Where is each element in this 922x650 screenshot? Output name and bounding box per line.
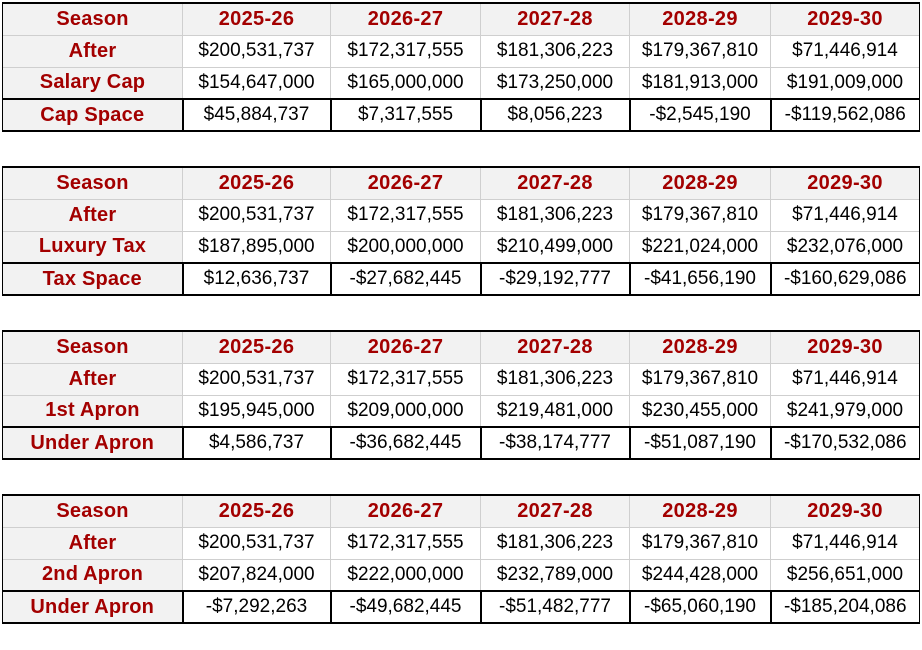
table-cell: $179,367,810 xyxy=(630,527,771,559)
row-label-under-apron: Under Apron xyxy=(3,591,183,623)
season-2029-30: 2029-30 xyxy=(771,167,920,199)
table-cell: $256,651,000 xyxy=(771,559,920,591)
luxury-tax-row xyxy=(3,231,920,263)
cap-tables-container xyxy=(2,2,919,624)
table-cell: $210,499,000 xyxy=(481,231,630,263)
table-cell: $181,306,223 xyxy=(481,199,630,231)
first-apron-row xyxy=(3,395,920,427)
table-cell: $200,531,737 xyxy=(183,199,331,231)
table-cell: -$41,656,190 xyxy=(630,263,771,295)
season-2025-26: 2025-26 xyxy=(183,167,331,199)
season-header-label: Season xyxy=(3,167,183,199)
tax-space-row xyxy=(3,263,920,295)
season-2026-27: 2026-27 xyxy=(331,331,481,363)
season-2027-28: 2027-28 xyxy=(481,331,630,363)
table-cell: $173,250,000 xyxy=(481,67,630,99)
season-2026-27: 2026-27 xyxy=(331,3,481,35)
table-cell: $71,446,914 xyxy=(771,35,920,67)
table-cell: $187,895,000 xyxy=(183,231,331,263)
table-cell: -$185,204,086 xyxy=(771,591,920,623)
row-label-salary-cap: Salary Cap xyxy=(3,67,183,99)
season-header-label: Season xyxy=(3,3,183,35)
table-cell: $200,000,000 xyxy=(331,231,481,263)
table-cell: -$51,482,777 xyxy=(481,591,630,623)
first-apron-table xyxy=(2,330,920,460)
table-cell: $181,306,223 xyxy=(481,527,630,559)
season-2027-28: 2027-28 xyxy=(481,3,630,35)
season-2025-26: 2025-26 xyxy=(183,3,331,35)
season-2025-26: 2025-26 xyxy=(183,495,331,527)
row-label-second-apron: 2nd Apron xyxy=(3,559,183,591)
salary-cap-row xyxy=(3,67,920,99)
table-cell: $179,367,810 xyxy=(630,199,771,231)
table-cell: $172,317,555 xyxy=(331,363,481,395)
row-label-after: After xyxy=(3,363,183,395)
second-apron-table xyxy=(2,494,920,624)
cap-space-row xyxy=(3,99,920,131)
table-cell: $219,481,000 xyxy=(481,395,630,427)
table-cell: $45,884,737 xyxy=(183,99,331,131)
table-cell: -$51,087,190 xyxy=(630,427,771,459)
row-label-first-apron: 1st Apron xyxy=(3,395,183,427)
table-cell: $241,979,000 xyxy=(771,395,920,427)
table-cell: $165,000,000 xyxy=(331,67,481,99)
after-row xyxy=(3,527,920,559)
season-header-row xyxy=(3,167,920,199)
season-2028-29: 2028-29 xyxy=(630,495,771,527)
second-apron-row xyxy=(3,559,920,591)
row-label-after: After xyxy=(3,527,183,559)
season-2028-29: 2028-29 xyxy=(630,167,771,199)
row-label-luxury-tax: Luxury Tax xyxy=(3,231,183,263)
season-2028-29: 2028-29 xyxy=(630,3,771,35)
table-cell: -$29,192,777 xyxy=(481,263,630,295)
table-cell: $209,000,000 xyxy=(331,395,481,427)
table-cell: -$49,682,445 xyxy=(331,591,481,623)
season-2028-29: 2028-29 xyxy=(630,331,771,363)
table-cell: $181,913,000 xyxy=(630,67,771,99)
season-header-label: Season xyxy=(3,495,183,527)
table-cell: -$7,292,263 xyxy=(183,591,331,623)
table-cell: $207,824,000 xyxy=(183,559,331,591)
table-cell: $195,945,000 xyxy=(183,395,331,427)
table-cell: $179,367,810 xyxy=(630,35,771,67)
season-2029-30: 2029-30 xyxy=(771,495,920,527)
table-cell: -$36,682,445 xyxy=(331,427,481,459)
table-cell: $232,789,000 xyxy=(481,559,630,591)
season-2026-27: 2026-27 xyxy=(331,495,481,527)
season-2027-28: 2027-28 xyxy=(481,167,630,199)
table-cell: -$27,682,445 xyxy=(331,263,481,295)
row-label-after: After xyxy=(3,199,183,231)
luxury-tax-table xyxy=(2,166,920,296)
table-cell: $71,446,914 xyxy=(771,527,920,559)
table-cell: $200,531,737 xyxy=(183,527,331,559)
season-header-label: Season xyxy=(3,331,183,363)
salary-cap-table xyxy=(2,2,920,132)
table-cell: $4,586,737 xyxy=(183,427,331,459)
row-label-under-apron: Under Apron xyxy=(3,427,183,459)
table-cell: -$2,545,190 xyxy=(630,99,771,131)
row-label-cap-space: Cap Space xyxy=(3,99,183,131)
table-cell: $200,531,737 xyxy=(183,35,331,67)
season-2025-26: 2025-26 xyxy=(183,331,331,363)
table-cell: -$38,174,777 xyxy=(481,427,630,459)
table-cell: $200,531,737 xyxy=(183,363,331,395)
season-header-row xyxy=(3,331,920,363)
table-cell: $232,076,000 xyxy=(771,231,920,263)
table-cell: -$160,629,086 xyxy=(771,263,920,295)
table-cell: $244,428,000 xyxy=(630,559,771,591)
row-label-tax-space: Tax Space xyxy=(3,263,183,295)
table-cell: $179,367,810 xyxy=(630,363,771,395)
season-header-row xyxy=(3,495,920,527)
table-cell: $172,317,555 xyxy=(331,527,481,559)
row-label-after: After xyxy=(3,35,183,67)
table-cell: -$65,060,190 xyxy=(630,591,771,623)
table-cell: $222,000,000 xyxy=(331,559,481,591)
table-cell: $181,306,223 xyxy=(481,363,630,395)
season-2029-30: 2029-30 xyxy=(771,3,920,35)
table-cell: $71,446,914 xyxy=(771,199,920,231)
table-cell: $71,446,914 xyxy=(771,363,920,395)
season-2029-30: 2029-30 xyxy=(771,331,920,363)
season-2027-28: 2027-28 xyxy=(481,495,630,527)
table-cell: $154,647,000 xyxy=(183,67,331,99)
table-cell: $191,009,000 xyxy=(771,67,920,99)
after-row xyxy=(3,35,920,67)
table-cell: $172,317,555 xyxy=(331,35,481,67)
table-cell: $12,636,737 xyxy=(183,263,331,295)
table-cell: $8,056,223 xyxy=(481,99,630,131)
table-cell: $172,317,555 xyxy=(331,199,481,231)
table-cell: $7,317,555 xyxy=(331,99,481,131)
under-first-apron-row xyxy=(3,427,920,459)
table-cell: -$119,562,086 xyxy=(771,99,920,131)
table-cell: -$170,532,086 xyxy=(771,427,920,459)
under-second-apron-row xyxy=(3,591,920,623)
season-header-row xyxy=(3,3,920,35)
table-cell: $230,455,000 xyxy=(630,395,771,427)
table-cell: $221,024,000 xyxy=(630,231,771,263)
after-row xyxy=(3,199,920,231)
table-cell: $181,306,223 xyxy=(481,35,630,67)
season-2026-27: 2026-27 xyxy=(331,167,481,199)
after-row xyxy=(3,363,920,395)
